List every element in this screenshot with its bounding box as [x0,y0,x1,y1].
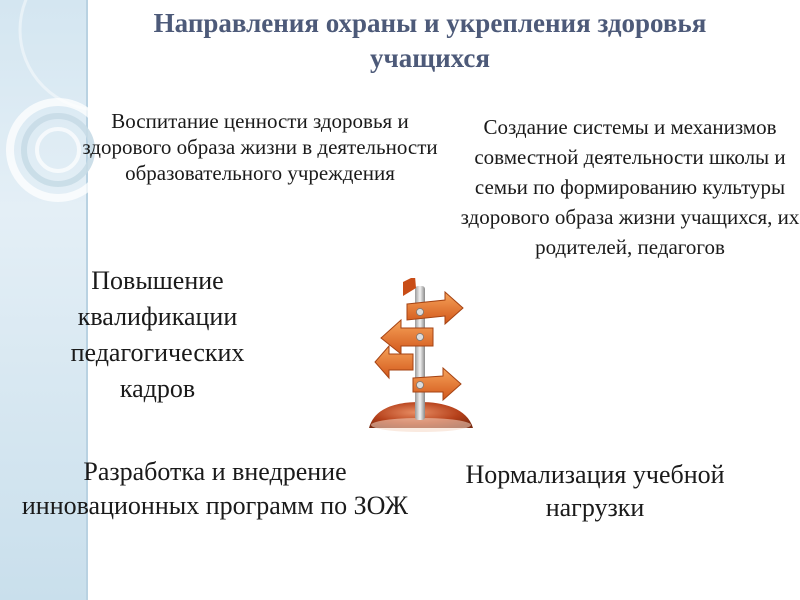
text-qualification: Повышение квалификации педагогических кадров [70,266,245,403]
text-values-education: Воспитание ценности здоровья и здорового образа жизни в деятельности образовательного учреждения [82,109,438,185]
text-joint-system: Создание системы и механизмов совместной деятельности школы и семьи по формированию культуры здорового образа жизни учащихся, их родителей, педагогов [460,115,800,259]
text-load-normalization: Нормализация учебной нагрузки [465,460,725,522]
text-innovation-programs: Разработка и внедрение инновационных программ по ЗОЖ [21,457,409,520]
slide-title: Направления охраны и укрепления здоровья учащихся [153,8,707,73]
signpost-arrows-icon [355,278,485,438]
